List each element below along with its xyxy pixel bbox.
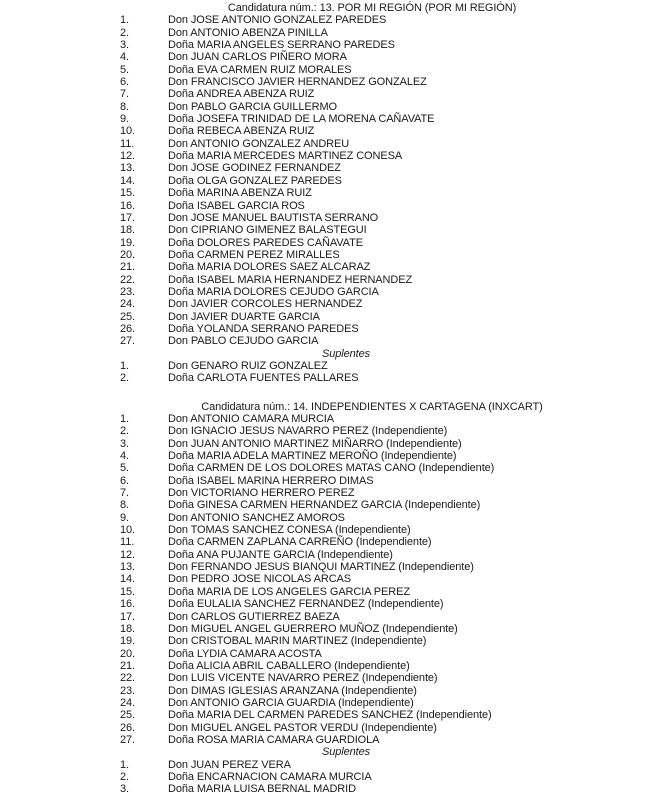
candidate-number: 10.: [120, 125, 135, 138]
candidate-number: 25.: [120, 310, 135, 323]
candidate-row: [0, 709, 670, 721]
suplente-row: [0, 771, 670, 783]
candidate-number: 1.: [120, 413, 129, 425]
candidate-row: [0, 187, 670, 199]
candidate-row: [0, 335, 670, 347]
candidate-row: [0, 274, 670, 286]
candidate-number: 9.: [120, 511, 129, 524]
candidate-number: 16.: [120, 598, 135, 611]
candidate-row: [0, 648, 670, 660]
candidate-number: 2.: [120, 372, 129, 385]
candidate-rows: [0, 413, 670, 746]
candidate-row: [0, 298, 670, 310]
suplente-rows: [0, 360, 670, 385]
candidate-number: 15.: [120, 187, 135, 200]
suplentes-heading: Suplentes: [321, 746, 371, 759]
candidate-name: Doña MARIA DEL CARMEN PAREDES SANCHEZ (Independiente): [168, 709, 492, 722]
candidate-name: Doña CARLOTA FUENTES PALLARES: [168, 372, 359, 385]
candidate-row: [0, 64, 670, 76]
candidate-number: 10.: [120, 524, 135, 537]
candidate-number: 5.: [120, 462, 129, 475]
candidate-number: 2.: [120, 425, 129, 438]
candidate-number: 24.: [120, 696, 135, 709]
candidate-name: Doña MARINA ABENZA RUIZ: [168, 187, 312, 200]
candidate-name: Don PABLO CEJUDO GARCIA: [168, 335, 319, 348]
candidate-number: 13.: [120, 162, 135, 175]
candidate-name: Doña ISABEL GARCIA ROS: [168, 199, 305, 212]
candidate-name: Doña CARMEN ZAPLANA CARREÑO (Independiente): [168, 536, 432, 549]
candidate-name: Don PABLO GARCIA GUILLERMO: [168, 100, 337, 113]
candidate-row: [0, 549, 670, 561]
candidate-row: [0, 224, 670, 236]
candidate-number: 25.: [120, 709, 135, 722]
candidate-row: [0, 113, 670, 125]
candidate-name: Don JUAN PEREZ VERA: [168, 758, 291, 771]
candidate-number: 12.: [120, 150, 135, 163]
candidate-number: 7.: [120, 487, 129, 500]
candidate-row: [0, 462, 670, 474]
candidacy-section: [0, 401, 670, 796]
candidate-row: [0, 311, 670, 323]
candidate-number: 16.: [120, 199, 135, 212]
candidate-number: 8.: [120, 100, 129, 113]
candidate-row: [0, 249, 670, 261]
candidate-name: Doña EVA CARMEN RUIZ MORALES: [168, 63, 352, 76]
candidate-name: Doña EULALIA SANCHEZ FERNANDEZ (Independiente): [168, 598, 444, 611]
candidate-name: Don JAVIER DUARTE GARCIA: [168, 310, 320, 323]
candidate-number: 21.: [120, 659, 135, 672]
candidate-row: [0, 88, 670, 100]
candidate-row: [0, 685, 670, 697]
suplente-row: [0, 783, 670, 795]
candidate-row: [0, 573, 670, 585]
candidate-number: 22.: [120, 672, 135, 685]
candidate-row: [0, 536, 670, 548]
suplente-row: [0, 759, 670, 771]
candidate-row: [0, 27, 670, 39]
candidate-row: [0, 499, 670, 511]
candidate-name: Doña MARIA LUISA BERNAL MADRID: [168, 783, 356, 796]
candidate-name: Doña ISABEL MARIA HERNANDEZ HERNANDEZ: [168, 273, 413, 286]
candidate-number: 3.: [120, 39, 129, 52]
candidate-name: Don LUIS VICENTE NAVARRO PEREZ (Independiente): [168, 672, 438, 685]
suplentes-heading: Suplentes: [321, 347, 371, 360]
candidate-number: 3.: [120, 437, 129, 450]
candidacy-title: Candidatura núm.: 13. POR MI REGIÓN (POR MI REGIÓN): [227, 2, 517, 14]
candidate-number: 2.: [120, 770, 129, 783]
candidate-number: 17.: [120, 211, 135, 224]
candidate-row: [0, 237, 670, 249]
candidate-row: [0, 138, 670, 150]
candidate-name: Don PEDRO JOSE NICOLAS ARCAS: [168, 573, 352, 586]
candidate-row: [0, 150, 670, 162]
candidate-name: Doña GINESA CARMEN HERNANDEZ GARCIA (Independiente): [168, 499, 481, 512]
candidate-row: [0, 51, 670, 63]
candidate-number: 14.: [120, 174, 135, 187]
candidate-name: Doña ALICIA ABRIL CABALLERO (Independiente): [168, 659, 410, 672]
candidate-row: [0, 623, 670, 635]
candidate-number: 7.: [120, 88, 129, 101]
candidate-row: [0, 524, 670, 536]
candidate-number: 18.: [120, 224, 135, 237]
candidate-name: Doña ROSA MARIA CAMARA GUARDIOLA: [168, 733, 380, 746]
candidate-name: Doña DOLORES PAREDES CAÑAVATE: [168, 236, 363, 249]
candidate-name: Don MIGUEL ANGEL PASTOR VERDU (Independiente): [168, 721, 437, 734]
candidate-name: Don JUAN CARLOS PIÑERO MORA: [168, 51, 347, 64]
candidate-name: Doña LYDIA CAMARA ACOSTA: [168, 647, 322, 660]
candidate-name: Doña MARIA DE LOS ANGELES GARCIA PEREZ: [168, 585, 410, 598]
candidate-name: Don ANTONIO GONZALEZ ANDREU: [168, 137, 350, 150]
suplente-row: [0, 372, 670, 384]
candidate-number: 4.: [120, 450, 129, 463]
candidate-number: 1.: [120, 14, 129, 27]
candidate-row: [0, 734, 670, 746]
candidate-name: Doña JOSEFA TRINIDAD DE LA MORENA CAÑAVATE: [168, 113, 435, 126]
candidate-name: Don ANTONIO SANCHEZ AMOROS: [168, 511, 345, 524]
candidate-name: Doña OLGA GONZALEZ PAREDES: [168, 174, 342, 187]
candidate-number: 9.: [120, 113, 129, 126]
suplente-rows: [0, 759, 670, 796]
candidate-row: [0, 323, 670, 335]
candidacy-title: Candidatura núm.: 14. INDEPENDIENTES X CARTAGENA (INXCART): [201, 400, 543, 413]
candidate-number: 27.: [120, 335, 135, 348]
candidate-name: Doña ISABEL MARINA HERRERO DIMAS: [168, 474, 374, 487]
candidate-name: Don FRANCISCO JAVIER HERNANDEZ GONZALEZ: [168, 76, 427, 89]
candidate-number: 1.: [120, 359, 129, 372]
candidate-row: [0, 286, 670, 298]
candidate-row: [0, 39, 670, 51]
candidate-row: [0, 586, 670, 598]
candidate-name: Doña CARMEN PEREZ MIRALLES: [168, 248, 340, 261]
candidate-row: [0, 212, 670, 224]
candidate-name: Don JOSE GODINEZ FERNANDEZ: [168, 162, 341, 175]
candidate-row: [0, 200, 670, 212]
candidate-name: Don JUAN ANTONIO MARTINEZ MIÑARRO (Independiente): [168, 437, 462, 450]
candidate-number: 11.: [120, 536, 135, 549]
candidate-name: Don FERNANDO JESUS BIANQUI MARTINEZ (Independiente): [168, 561, 474, 574]
candidate-row: [0, 162, 670, 174]
candidate-row: [0, 660, 670, 672]
candidate-row: [0, 672, 670, 684]
suplente-row: [0, 360, 670, 372]
candidate-row: [0, 512, 670, 524]
candidate-name: Doña MARIA MERCEDES MARTINEZ CONESA: [168, 150, 403, 163]
candidate-row: [0, 697, 670, 709]
candidate-number: 20.: [120, 647, 135, 660]
candidate-name: Don CRISTOBAL MARIN MARTINEZ (Independiente): [168, 635, 427, 648]
candidate-row: [0, 722, 670, 734]
candidate-row: [0, 425, 670, 437]
candidate-name: Don CARLOS GUTIERREZ BAEZA: [168, 610, 340, 623]
candidate-row: [0, 175, 670, 187]
candidate-row: [0, 261, 670, 273]
candidate-number: 5.: [120, 63, 129, 76]
candidate-name: Don DIMAS IGLESIAS ARANZANA (Independiente): [168, 684, 417, 697]
candidate-number: 6.: [120, 474, 129, 487]
candidate-name: Don VICTORIANO HERRERO PEREZ: [168, 487, 355, 500]
candidate-number: 22.: [120, 273, 135, 286]
candidate-row: [0, 413, 670, 425]
candidate-number: 15.: [120, 585, 135, 598]
candidate-number: 26.: [120, 721, 135, 734]
candidate-row: [0, 487, 670, 499]
candidate-number: 26.: [120, 322, 135, 335]
candidate-number: 13.: [120, 561, 135, 574]
candidate-name: Doña MARIA DOLORES CEJUDO GARCIA: [168, 285, 379, 298]
candidate-number: 17.: [120, 610, 135, 623]
candidate-number: 12.: [120, 548, 135, 561]
candidate-number: 1.: [120, 758, 129, 771]
candidacy-section: [0, 2, 670, 385]
candidate-name: Doña MARIA ADELA MARTINEZ MEROÑO (Independiente): [168, 450, 457, 463]
candidate-row: [0, 611, 670, 623]
candidate-name: Don ANTONIO CAMARA MURCIA: [168, 413, 334, 425]
candidate-number: 20.: [120, 248, 135, 261]
candidate-number: 27.: [120, 733, 135, 746]
candidate-row: [0, 438, 670, 450]
candidate-row: [0, 14, 670, 26]
candidate-name: Doña MARIA ANGELES SERRANO PAREDES: [168, 39, 395, 52]
candidate-number: 24.: [120, 298, 135, 311]
candidate-name: Don ANTONIO ABENZA PINILLA: [168, 26, 328, 39]
candidate-name: Don IGNACIO JESUS NAVARRO PEREZ (Independiente): [168, 425, 448, 438]
candidate-name: Don GENARO RUIZ GONZALEZ: [168, 359, 328, 372]
candidate-number: 6.: [120, 76, 129, 89]
candidate-name: Doña YOLANDA SERRANO PAREDES: [168, 322, 359, 335]
candidate-rows: [0, 14, 670, 347]
candidate-name: Don JAVIER CORCOLES HERNANDEZ: [168, 298, 363, 311]
candidate-name: Don JOSE MANUEL BAUTISTA SERRANO: [168, 211, 379, 224]
candidate-name: Don JOSE ANTONIO GONZALEZ PAREDES: [168, 14, 387, 27]
candidate-number: 21.: [120, 261, 135, 274]
candidate-name: Don CIPRIANO GIMENEZ BALASTEGUI: [168, 224, 367, 237]
candidate-row: [0, 561, 670, 573]
candidate-number: 3.: [120, 783, 129, 796]
candidate-name: Don ANTONIO GARCIA GUARDIA (Independiente): [168, 696, 414, 709]
candidate-row: [0, 125, 670, 137]
candidate-number: 2.: [120, 26, 129, 39]
candidate-number: 4.: [120, 51, 129, 64]
candidate-name: Don TOMAS SANCHEZ CONESA (Independiente): [168, 524, 411, 537]
candidate-row: [0, 635, 670, 647]
candidate-row: [0, 598, 670, 610]
candidate-row: [0, 450, 670, 462]
candidate-name: Doña ANA PUJANTE GARCIA (Independiente): [168, 548, 393, 561]
candidate-number: 23.: [120, 285, 135, 298]
candidate-row: [0, 101, 670, 113]
candidate-name: Doña REBECA ABENZA RUIZ: [168, 125, 315, 138]
candidate-name: Doña MARIA DOLORES SAEZ ALCARAZ: [168, 261, 371, 274]
candidate-name: Doña ANDREA ABENZA RUIZ: [168, 88, 315, 101]
candidate-name: Don MIGUEL ANGEL GUERRERO MUÑOZ (Independiente): [168, 622, 458, 635]
candidate-row: [0, 76, 670, 88]
candidate-number: 23.: [120, 684, 135, 697]
candidate-row: [0, 475, 670, 487]
candidate-name: Doña ENCARNACION CAMARA MURCIA: [168, 770, 372, 783]
candidate-number: 14.: [120, 573, 135, 586]
candidate-number: 19.: [120, 236, 135, 249]
candidate-name: Doña CARMEN DE LOS DOLORES MATAS CANO (Independiente): [168, 462, 495, 475]
candidate-number: 11.: [120, 137, 135, 150]
candidate-number: 18.: [120, 622, 135, 635]
candidate-number: 19.: [120, 635, 135, 648]
candidate-number: 8.: [120, 499, 129, 512]
